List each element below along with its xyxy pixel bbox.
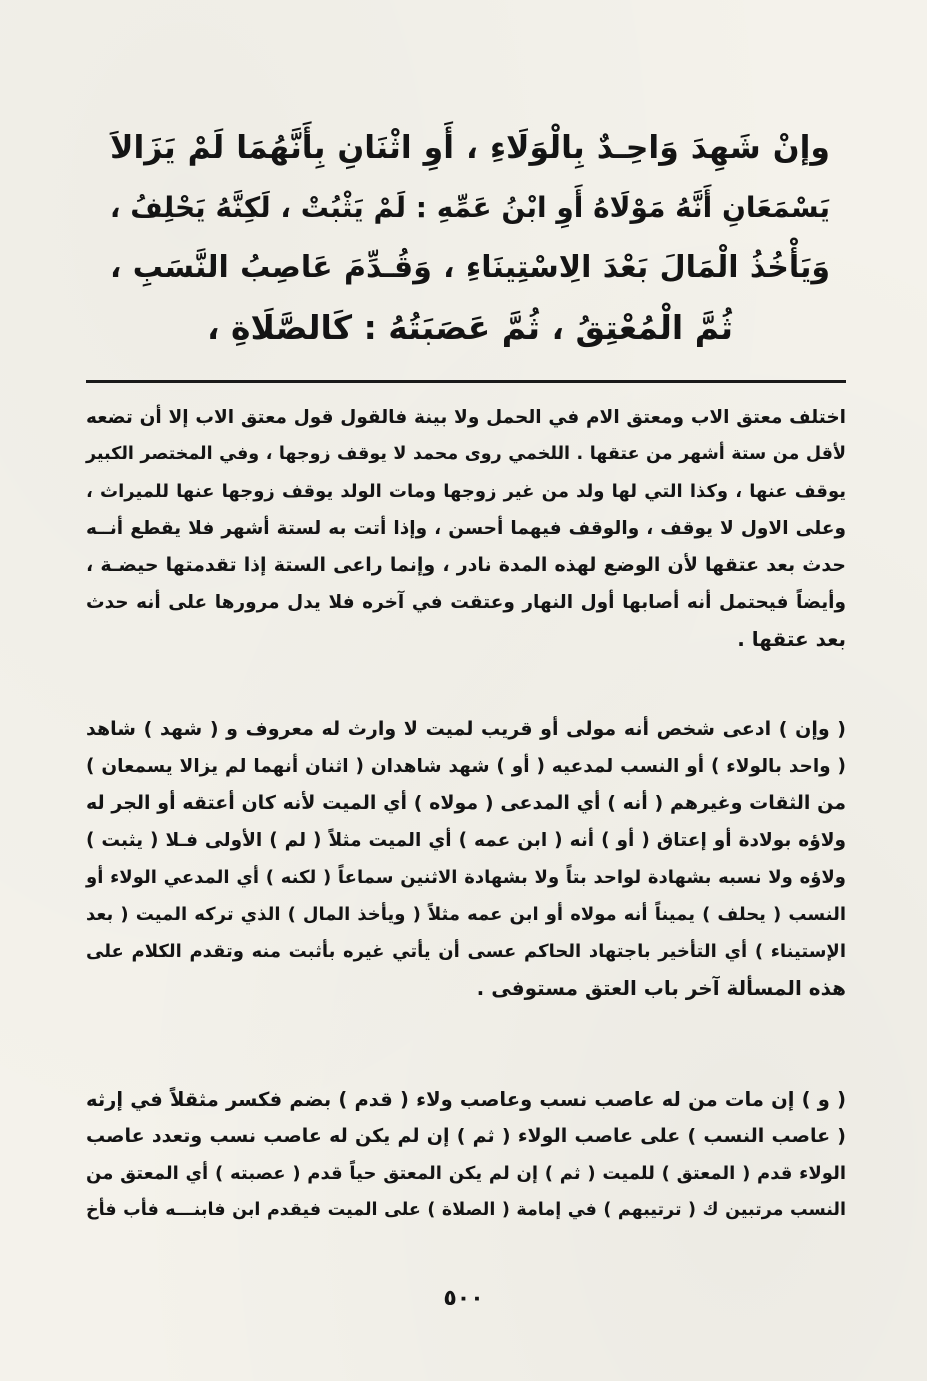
commentary-line: وعلى الاول لا يوقف ، والوقف فيهما أحسن ، وإذا أتت به لستة أشهر فلا يقطع أنــه <box>86 518 846 539</box>
commentary-line: ولاؤه بولادة أو إعتاق ( أو ) أنه ( ابن عمه ) أي الميت مثلاً ( لم ) الأولى فـلا ( يثبت ) <box>86 830 846 851</box>
commentary-paragraph <box>86 399 846 658</box>
commentary-line: النسب مرتبين ك ( ترتيبهم ) في إمامة ( الصلاة ) على الميت فيقدم ابن فابنـــه فأب فأخ <box>86 1200 846 1220</box>
matn-line: يَسْمَعَانِ أَنَّهُ مَوْلَاهُ أَوِ ابْنُ عَمِّهِ : لَمْ يَثْبُتْ ، لَكِنَّهُ يَحْلِفُ ، <box>109 191 830 224</box>
commentary-line: حدث بعد عتقها لأن الوضع لهذه المدة نادر ، وإنما راعى الستة إذا تقدمتها حيضـة ، <box>86 554 846 576</box>
commentary-line: ( عاصب النسب ) على عاصب الولاء ( ثم ) إن لم يكن له عاصب نسب وتعدد عاصب <box>86 1125 846 1147</box>
matn-line: ثُمَّ الْمُعْتِقُ ، ثُمَّ عَصَبَتُهُ : كَالصَّلَاةِ ، <box>207 308 733 347</box>
commentary-line: الإستيناء ) أي التأخير باجتهاد الحاكم عسى أن يأتي غيره بأثبت منه وتقدم الكلام على <box>86 941 846 962</box>
commentary-line: ولاؤه ولا نسبه بشهادة لواحد بتاً ولا بشهادة الاثنين سماعاً ( لكنه ) أي المدعي الولاء أو <box>86 867 846 888</box>
commentary-line: من الثقات وغيرهم ( أنه ) أي المدعى ( مولاه ) أي الميت لأنه كان أعتقه أو الجر له <box>86 792 846 814</box>
commentary-line: لأقل من ستة أشهر من عتقها . اللخمي روى محمد لا يوقف زوجها ، وفي المختصر الكبير <box>86 444 846 464</box>
commentary-paragraph <box>86 711 846 1007</box>
matn-line: وَيَأْخُذُ الْمَالَ بَعْدَ الِاسْتِينَاءِ ، وَقُـدِّمَ عَاصِبُ النَّسَبِ ، <box>110 250 830 285</box>
commentary-line: ( وإن ) ادعى شخص أنه مولى أو قريب لميت لا وارث له معروف و ( شهد ) شاهد <box>86 718 846 740</box>
commentary-line: ( واحد بالولاء ) أو النسب لمدعيه ( أو ) شهد شاهدان ( اثنان أنهما لم يزالا يسمعان ) <box>86 756 846 777</box>
section-divider <box>86 380 846 383</box>
commentary-line: الولاء قدم ( المعتق ) للميت ( ثم ) إن لم يكن المعتق حياً قدم ( عصبته ) أي المعتق من <box>86 1163 846 1184</box>
commentary-paragraph <box>86 1081 846 1229</box>
commentary-line: هذه المسألة آخر باب العتق مستوفى . <box>476 976 846 1000</box>
matn-line: وإنْ شَهِدَ وَاحِـدٌ بِالْوَلَاءِ ، أَوِ اثْنَانِ بِأَنَّهُمَا لَمْ يَزَالاَ <box>110 130 830 166</box>
matn-verse-text <box>110 118 830 358</box>
commentary-line: بعد عتقها . <box>737 627 846 651</box>
commentary-line: وأيضاً فيحتمل أنه أصابها أول النهار وعتقت في آخره فلا يدل مرورها على أنه حدث <box>86 592 846 613</box>
commentary-line: اختلف معتق الاب ومعتق الام في الحمل ولا بينة فالقول قول معتق الاب إلا أن تضعه <box>86 407 846 428</box>
page-number: ٥٠٠ <box>443 1286 484 1311</box>
commentary-line: ( و ) إن مات من له عاصب نسب وعاصب ولاء ( قدم ) بضم فكسر مثقلاً في إرثه <box>86 1088 846 1111</box>
commentary-line: النسب ( يحلف ) يميناً أنه مولاه أو ابن عمه مثلاً ( ويأخذ المال ) الذي تركه الميت ( بعد <box>86 904 846 925</box>
commentary-line: يوقف عنها ، وكذا التي لها ولد من غير زوجها ومات الولد يوقف زوجها عنها للميراث ، <box>86 481 846 502</box>
